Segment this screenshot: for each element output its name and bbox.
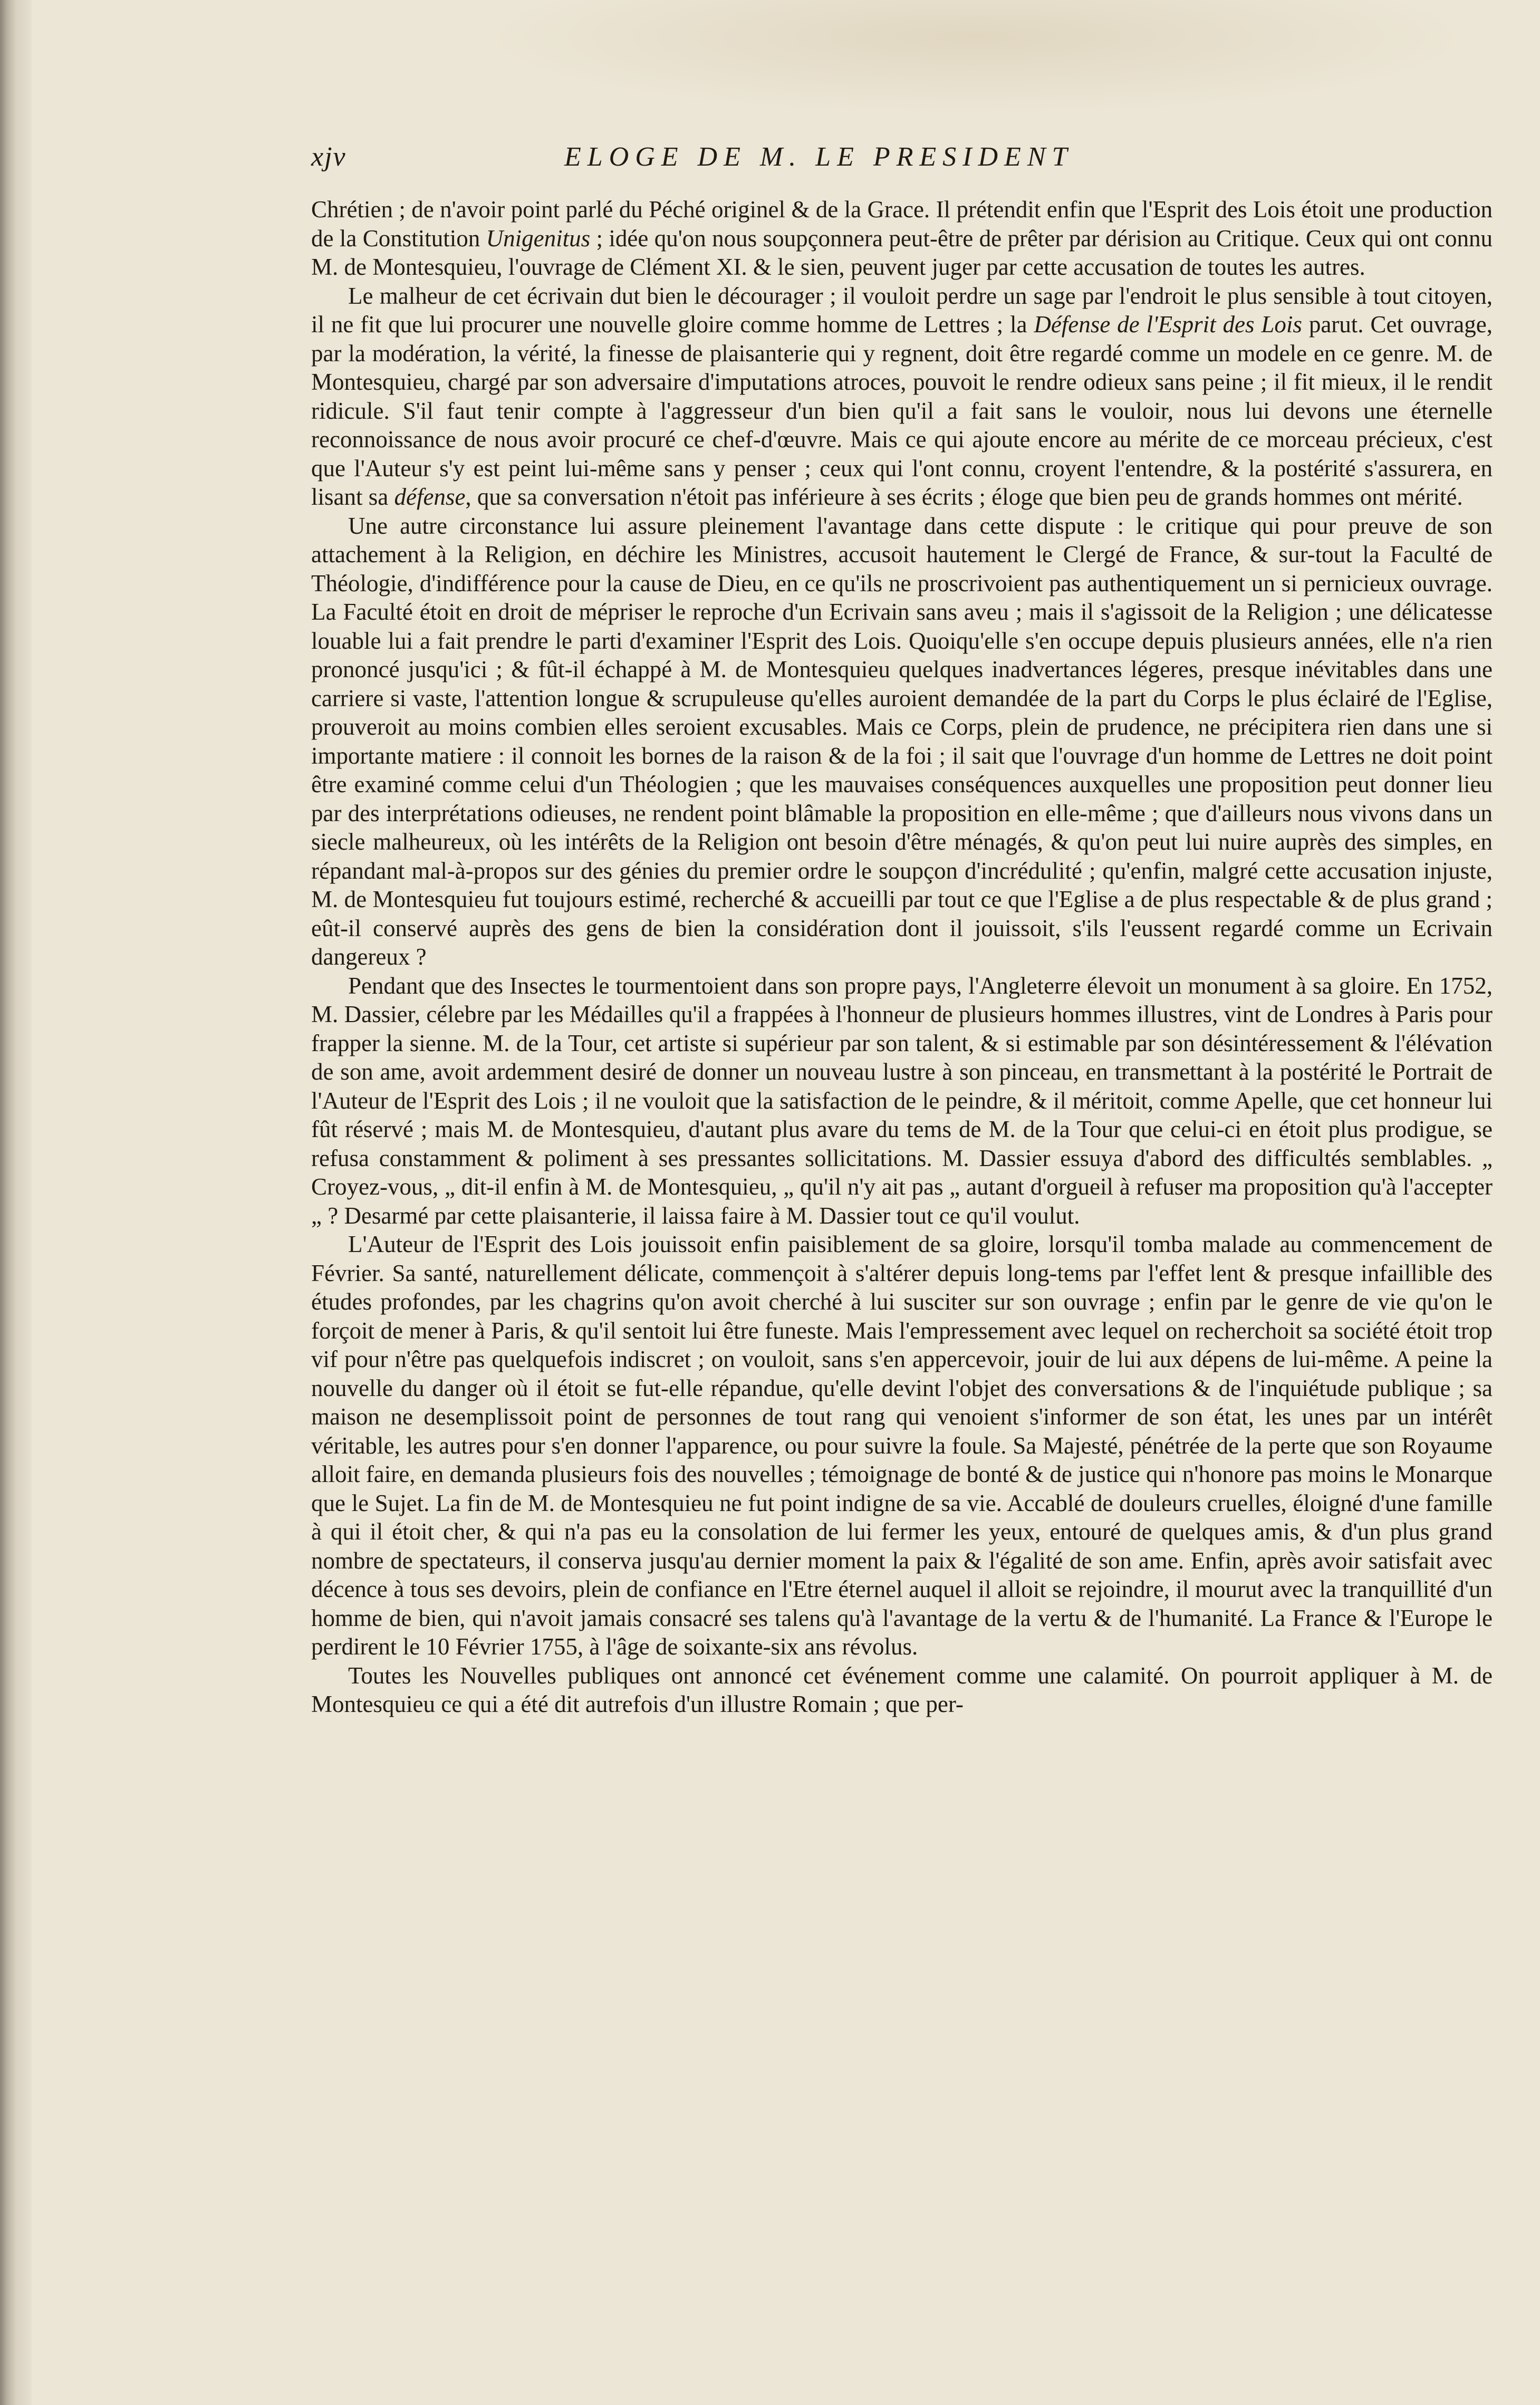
- page-binding-edge: [0, 0, 32, 2405]
- running-title: ELOGE DE M. LE PRESIDENT: [564, 142, 1074, 172]
- show-through-text: [1213, 2263, 1477, 2326]
- paper-stain: [475, 0, 1477, 116]
- paragraph-text: Pendant que des Insectes le tourmentoient dans son propre pays, l'Angleterre élevoit un monument à sa gloire. En 1752, M. Dassier, célebre par les Médailles qu'il a frappées à l'honneur de plusieurs hommes illustres, vint de Londres à Paris pour frapper la sienne. M. de la Tour, cet artiste si supérieur par son talent, & si estimable par son désintéressement & l'élévation de son ame, avoit ardemment desiré de donner un nouveau lustre à son pinceau, en transmettant à la postérité le Portrait de l'Auteur de l'Esprit des Lois ; il ne vouloit que la satisfaction de le peindre, & il méritoit, comme Apelle, que cet honneur lui fût réservé ; mais M. de Montesquieu, d'autant plus avare du tems de M. de la Tour que celui-ci en étoit plus prodigue, se refusa constamment & poliment à ses pressantes sollicitations. M. Dassier essuya d'abord des difficultés semblables. „ Croyez-vous, „ dit-il enfin à M. de Montesquieu, „ qu'il n'y ait pas „ autant d'orgueil à refuser ma proposition qu'à l'accepter „ ? Desarmé par cette plaisanterie, il laissa faire à M. Dassier tout ce qu'il voulut.: [311, 972, 1493, 1229]
- paragraph: [311, 282, 1493, 512]
- paragraph-text: L'Auteur de l'Esprit des Lois jouissoit enfin paisiblement de sa gloire, lorsqu'il tomba malade au commencement de Février. Sa santé, naturellement délicate, commençoit à s'altérer depuis long-tems par l'effet lent & presque infaillible des études profondes, par les chagrins qu'on avoit cherché à lui susciter sur son ouvrage ; enfin par le genre de vie qu'on le forçoit de mener à Paris, & qu'il sentoit lui être funeste. Mais l'empressement avec lequel on recherchoit sa société étoit trop vif pour n'être pas quelquefois indiscret ; on vouloit, sans s'en appercevoir, jouir de lui aux dépens de lui-même. A peine la nouvelle du danger où il étoit se fut-elle répandue, qu'elle devint l'objet des conversations & de l'inquiétude publique ; sa maison ne desemplissoit point de personnes de tout rang qui venoient s'informer de son état, les unes par un intérêt véritable, les autres pour s'en donner l'apparence, ou pour suivre la foule. Sa Majesté, pénétrée de la perte que son Royaume alloit faire, en demanda plusieurs fois des nouvelles ; témoignage de bonté & de justice qui n'honore pas moins le Monarque que le Sujet. La fin de M. de Montesquieu ne fut point indigne de sa vie. Accablé de douleurs cruelles, éloigné d'une famille à qui il étoit cher, & qui n'a pas eu la consolation de lui fermer les yeux, entouré de quelques amis, & d'un plus grand nombre de spectateurs, il conserva jusqu'au dernier moment la paix & l'égalité de son ame. Enfin, après avoir satisfait avec décence à tous ses devoirs, plein de confiance en l'Etre éternel auquel il alloit se rejoindre, il mourut avec la tranquillité d'un homme de bien, qui n'avoit jamais consacré ses talens qu'à l'avantage de la vertu & de l'humanité. La France & l'Europe le perdirent le 10 Février 1755, à l'âge de soixante-six ans révolus.: [311, 1231, 1493, 1660]
- paragraph: [311, 971, 1493, 1230]
- paragraph-text: Une autre circonstance lui assure pleinement l'avantage dans cette dispute : le critique qui pour preuve de son attachement à la Religion, en déchire les Ministres, accusoit hautement le Clergé de France, & sur-tout la Faculté de Théologie, d'indifférence pour la cause de Dieu, en ce qu'ils ne proscrivoient pas authentiquement un si pernicieux ouvrage. La Faculté étoit en droit de mépriser le reproche d'un Ecrivain sans aveu ; mais il s'agissoit de la Religion ; une délicatesse louable lui a fait prendre le parti d'examiner l'Esprit des Lois. Quoiqu'elle s'en occupe depuis plusieurs années, elle n'a rien prononcé jusqu'ici ; & fût-il échappé à M. de Montesquieu quelques inadvertances légeres, presque inévitables dans une carriere si vaste, l'attention longue & scrupuleuse qu'elles auroient demandée de la part du Corps le plus éclairé de l'Eglise, prouveroit au moins combien elles seroient excusables. Mais ce Corps, plein de prudence, ne précipitera rien dans une si importante matiere : il connoit les bornes de la raison & de la foi ; il sait que l'ouvrage d'un homme de Lettres ne doit point être examiné comme celui d'un Théologien ; que les mauvaises conséquences auxquelles une proposition peut donner lieu par des interprétations odieuses, ne rendent point blâmable la proposition en elle-même ; que d'ailleurs nous vivons dans un siecle malheureux, où les intérêts de la Religion ont besoin d'être ménagés, & qu'on peut lui nuire auprès des simples, en répandant mal-à-propos sur des génies du premier ordre le soupçon d'incrédulité ; qu'enfin, malgré cette accusation injuste, M. de Montesquieu fut toujours estimé, recherché & accueilli par tout ce que l'Eglise a de plus respectable & de plus grand ; eût-il conservé auprès des gens de bien la considération dont il jouissoit, s'ils l'eussent regardé comme un Ecrivain dangereux ?: [311, 512, 1493, 970]
- paragraph-text: ; idée qu'on nous soupçonnera peut-être de prêter par dérision au Critique. Ceux qui ont connu M. de Montesquieu, l'ouvrage de Clément XI. & le sien, peuvent juger par cette accusation de toutes les autres.: [311, 225, 1493, 280]
- paragraph: [311, 195, 1493, 282]
- italic-title: défense: [394, 484, 466, 510]
- text-body: [311, 195, 1493, 1719]
- folio-number: xjv: [311, 142, 346, 172]
- paragraph-text: Toutes les Nouvelles publiques ont annoncé cet événement comme une calamité. On pourroit appliquer à M. de Montesquieu ce qui a été dit autrefois d'un illustre Romain ; que per-: [311, 1662, 1493, 1717]
- italic-title: Défense de l'Esprit des Lois: [1034, 311, 1302, 338]
- paragraph-text: Le malheur de cet écrivain dut bien le décourager ; il vouloit perdre un sage par l'endroit le plus sensible à tout citoyen, il ne fit que lui procurer une nouvelle gloire comme homme de Lettres ; la: [311, 282, 1493, 338]
- page-header: [311, 141, 1208, 178]
- paragraph: [311, 1230, 1493, 1661]
- paragraph-text: parut. Cet ouvrage, par la modération, la vérité, la finesse de plaisanterie qui y regnent, doit être regardé comme un modele en ce genre. M. de Montesquieu, chargé par son adversaire d'imputations atroces, pouvoit le rendre odieux sans peine ; il fit mieux, il le rendit ridicule. S'il faut tenir compte à l'aggresseur d'un bien qu'il a fait sans le vouloir, nous lui devons une éternelle reconnoissance de nous avoir procuré ce chef-d'œuvre. Mais ce qui ajoute encore au mérite de ce morceau précieux, c'est que l'Auteur s'y est peint lui-même sans y penser ; ceux qui l'ont connu, croyent l'entendre, & la postérité s'assurera, en lisant sa: [311, 311, 1493, 510]
- paragraph: [311, 1661, 1493, 1719]
- paragraph-text: Chrétien ; de n'avoir point parlé du Péché originel & de la Grace. Il prétendit enfin que l'Esprit des Lois étoit une production de la Constitution: [311, 196, 1493, 252]
- paragraph: [311, 512, 1493, 971]
- paragraph-text: , que sa conversation n'étoit pas inférieure à ses écrits ; éloge que bien peu de grands hommes ont mérité.: [465, 484, 1463, 510]
- italic-title: Unigenitus: [486, 225, 591, 252]
